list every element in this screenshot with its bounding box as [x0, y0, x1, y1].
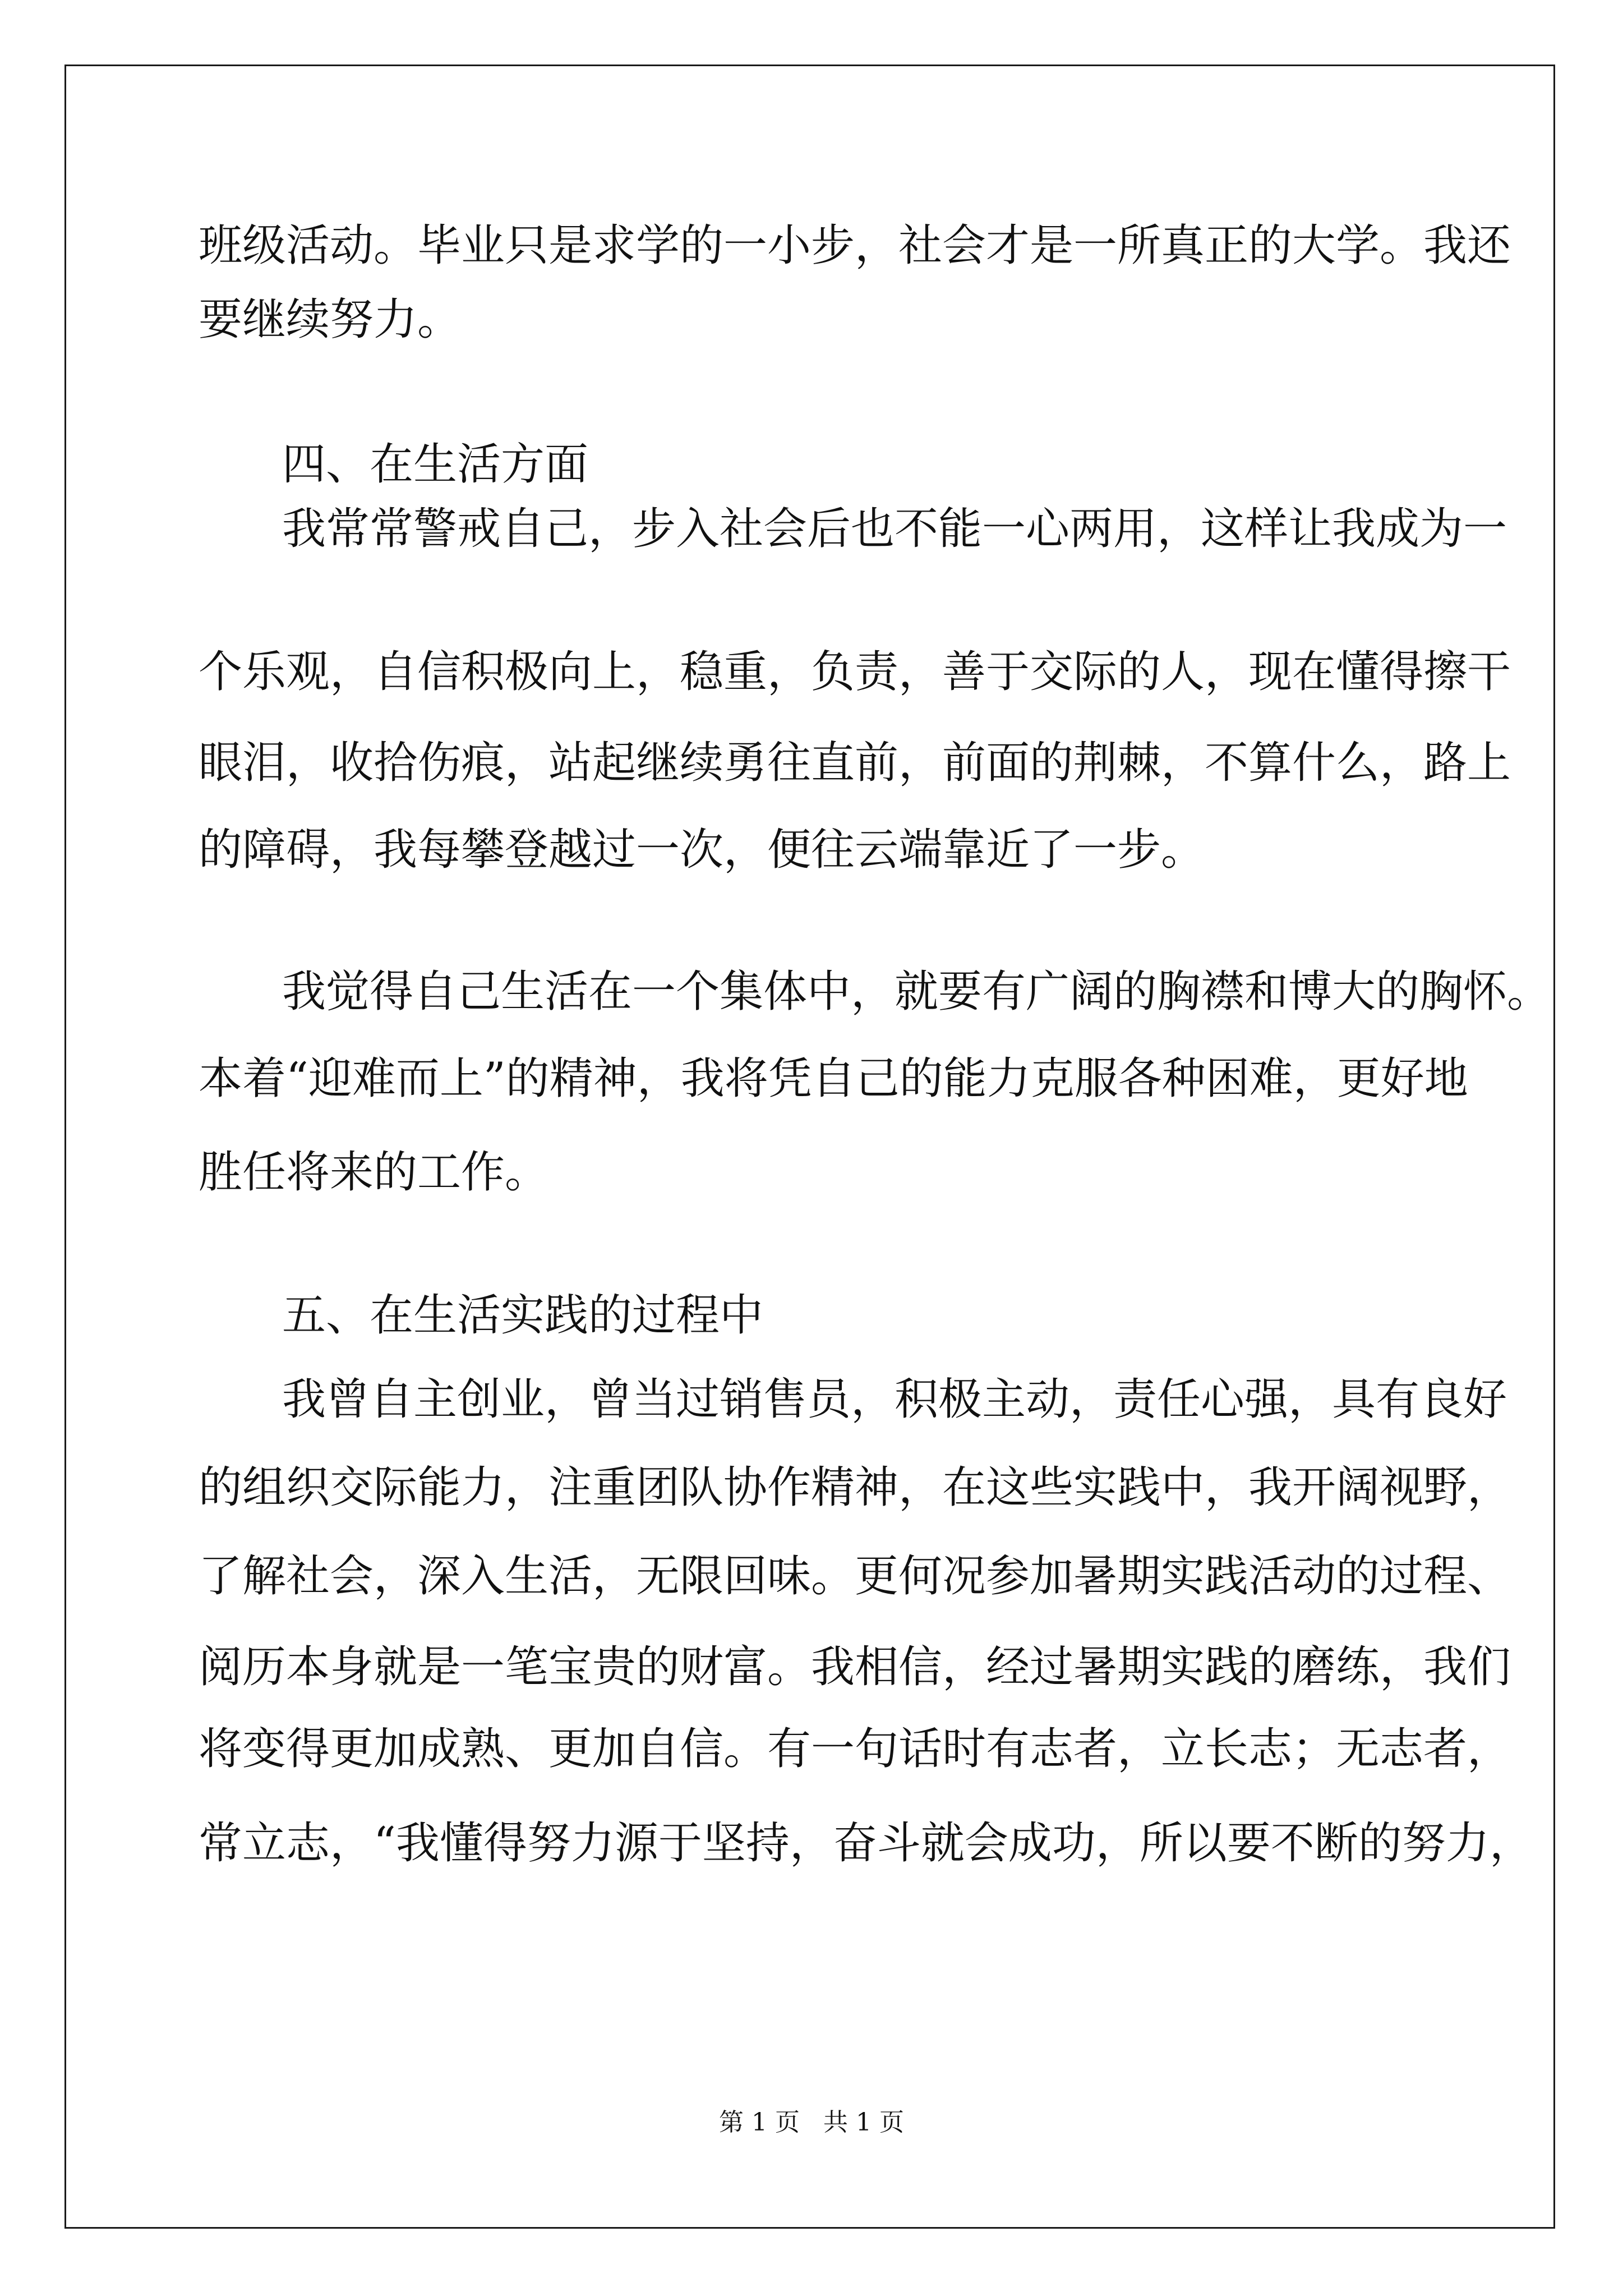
paragraph-line: 胜任将来的工作。 [199, 1147, 549, 1198]
section-heading: 五、在生活实践的过程中 [282, 1290, 764, 1341]
paragraph-line: 要继续努力。 [199, 295, 462, 345]
paragraph-line: 班级活动。毕业只是求学的一小步，社会才是一所真正的大学。我还 [199, 220, 1511, 271]
paragraph-line: 了解社会，深入生活，无限回味。更何况参加暑期实践活动的过程、 [199, 1551, 1511, 1602]
paragraph-line: 的障碍，我每攀登越过一次，便往云端靠近了一步。 [199, 825, 1205, 875]
paragraph-line: 眼泪，收拾伤痕，站起继续勇往直前，前面的荆棘，不算什么，路上 [199, 738, 1511, 788]
paragraph-line: 常立志，“我懂得努力源于坚持，奋斗就会成功，所以要不断的努力， [199, 1818, 1533, 1869]
paragraph-line: 将变得更加成熟、更加自信。有一句话时有志者，立长志；无志者， [199, 1724, 1511, 1774]
paragraph-line: 本着“迎难而上”的精神，我将凭自己的能力克服各种困难，更好地 [199, 1053, 1468, 1104]
page-footer: 第 1 页 共 1 页 [719, 2108, 904, 2137]
paragraph-line: 我觉得自己生活在一个集体中，就要有广阔的胸襟和博大的胸怀。 [282, 967, 1551, 1017]
paragraph-line: 我常常警戒自己，步入社会后也不能一心两用，这样让我成为一 [282, 504, 1507, 554]
paragraph-line: 个乐观，自信积极向上，稳重，负责，善于交际的人，现在懂得擦干 [199, 647, 1511, 697]
section-heading: 四、在生活方面 [282, 439, 589, 490]
paragraph-line: 阅历本身就是一笔宝贵的财富。我相信，经过暑期实践的磨练，我们 [199, 1642, 1511, 1692]
paragraph-line: 我曾自主创业，曾当过销售员，积极主动，责任心强，具有良好 [282, 1374, 1507, 1425]
paragraph-line: 的组织交际能力，注重团队协作精神，在这些实践中，我开阔视野， [199, 1462, 1511, 1513]
